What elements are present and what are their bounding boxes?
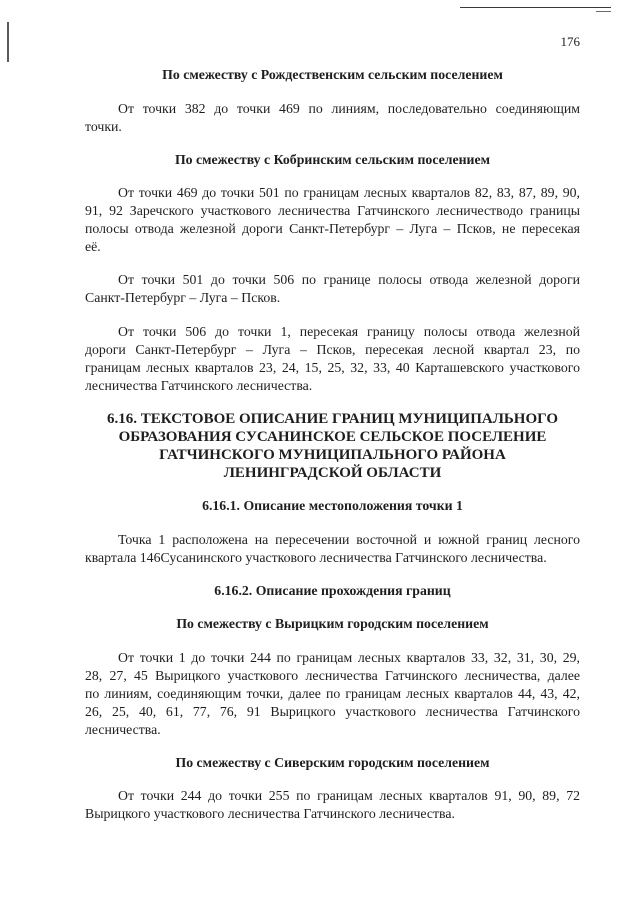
paragraph-line: От точки 382 до точки 469 по линиям, последовательно соединяющим <box>118 100 580 116</box>
paragraph-line: точки. <box>85 118 122 134</box>
paragraph-line: по линиям, соединяющим точки, далее по границам лесных кварталов 44, 43, 42, <box>85 685 580 701</box>
paragraph-line: 91, 92 Заречского участкового лесничества Гатчинского лесничестводо границы <box>85 203 580 219</box>
paragraph-line: От точки 501 до точки 506 по границе полосы отвода железной дороги <box>118 272 580 288</box>
paragraph-line: Вырицкого участкового лесничества Гатчинского лесничества. <box>85 806 455 822</box>
adjacency-heading: По смежеству с Сиверским городским поселением <box>175 754 490 770</box>
paragraph-line: Точка 1 расположена на пересечении восточной и южной границ лесного <box>118 531 580 547</box>
paragraph-line: дороги Санкт-Петербург – Луга – Псков, пересекая лесной квартал 23, по <box>85 341 580 357</box>
scan-edge-mark <box>460 7 611 8</box>
section-title-line: 6.16. ТЕКСТОВОЕ ОПИСАНИЕ ГРАНИЦ МУНИЦИПАЛЬНОГО <box>107 411 558 428</box>
paragraph-line: 26, 25, 40, 61, 77, 76, 91 Вырицкого участкового лесничества Гатчинского <box>85 703 580 719</box>
adjacency-heading: По смежеству с Вырицким городским поселением <box>176 616 489 632</box>
section-title <box>85 410 580 482</box>
paragraph-line: От точки 1 до точки 244 по границам лесных кварталов 33, 32, 31, 30, 29, <box>118 649 580 665</box>
paragraph <box>85 100 580 136</box>
section-title-line: ГАТЧИНСКОГО МУНИЦИПАЛЬНОГО РАЙОНА <box>159 447 506 464</box>
paragraph-line: квартала 146Сусанинского участкового лесничества Гатчинского лесничества. <box>85 549 547 565</box>
paragraph-line: Санкт-Петербург – Луга – Псков. <box>85 290 281 306</box>
paragraph-line: границам лесных кварталов 23, 24, 15, 25, 32, 33, 40 Карташевского участкового <box>85 359 580 375</box>
paragraph <box>85 531 580 567</box>
page-number: 176 <box>560 34 580 49</box>
paragraph-line: От точки 506 до точки 1, пересекая границу полосы отвода железной <box>118 323 580 339</box>
paragraph <box>85 271 580 307</box>
paragraph-line: лесничества. <box>85 721 161 737</box>
adjacency-heading: По смежеству с Рождественским сельским поселением <box>162 67 503 83</box>
subsection-title: 6.16.1. Описание местоположения точки 1 <box>202 498 463 514</box>
paragraph <box>85 787 580 823</box>
section-title-line: ЛЕНИНГРАДСКОЙ ОБЛАСТИ <box>223 465 442 482</box>
subsection-title: 6.16.2. Описание прохождения границ <box>214 582 451 598</box>
paragraph-line: её. <box>85 239 101 255</box>
paragraph-line: От точки 469 до точки 501 по границам лесных кварталов 82, 83, 87, 89, 90, <box>118 185 580 201</box>
paragraph-line: От точки 244 до точки 255 по границам лесных кварталов 91, 90, 89, 72 <box>118 788 580 804</box>
paragraph <box>85 184 580 256</box>
paragraph-line: полосы отвода железной дороги Санкт-Петербург – Луга – Псков, не пересекая <box>85 221 580 237</box>
paragraph-line: лесничества Гатчинского лесничества. <box>85 377 313 393</box>
section-title-line: ОБРАЗОВАНИЯ СУСАНИНСКОЕ СЕЛЬСКОЕ ПОСЕЛЕНИЕ <box>118 429 547 446</box>
paragraph <box>85 323 580 395</box>
paragraph-line: 28, 27, 45 Вырицкого участкового лесничества Гатчинского лесничества, далее <box>85 667 580 683</box>
margin-mark <box>7 22 9 62</box>
adjacency-heading: По смежеству с Кобринским сельским поселением <box>174 151 491 167</box>
scan-edge-mark <box>596 11 611 12</box>
page-content <box>85 33 580 823</box>
paragraph <box>85 649 580 739</box>
